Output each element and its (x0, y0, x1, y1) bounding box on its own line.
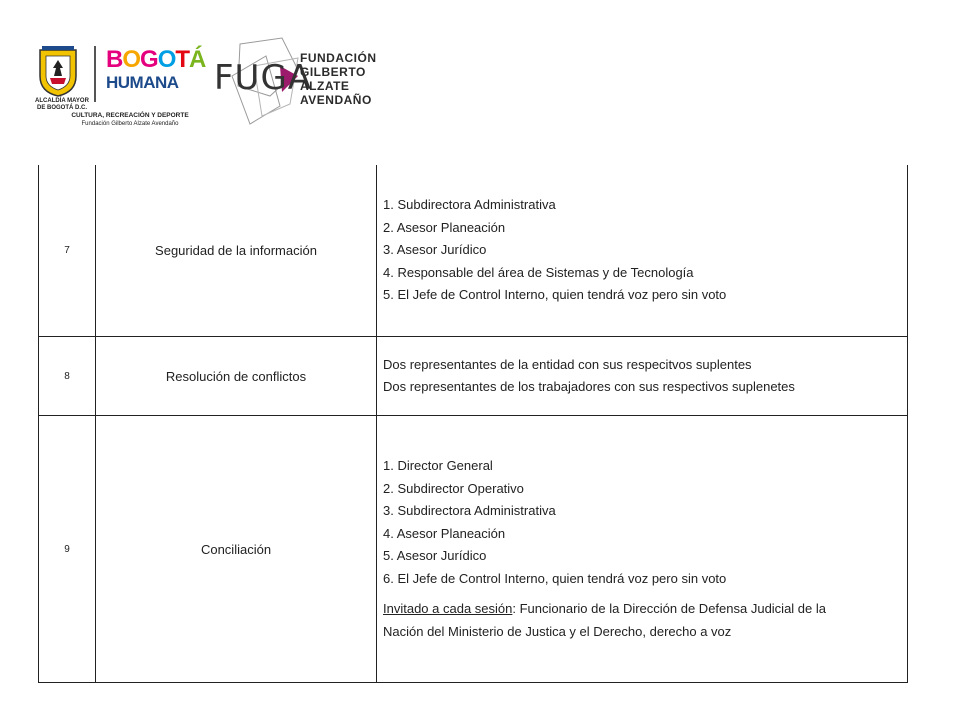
logo-divider (94, 46, 96, 102)
fuga-wordmark: FUGA (214, 58, 313, 98)
bogota-letter: Á (189, 46, 206, 73)
row-number: 7 (39, 165, 96, 337)
bogota-crest-icon (36, 46, 80, 98)
row-number: 8 (39, 337, 96, 416)
bogota-letter: O (157, 46, 176, 73)
invite-note (383, 598, 907, 643)
cultura-text: CULTURA, RECREACIÓN Y DEPORTE Fundación Gilberto Alzate Avendaño (71, 112, 189, 127)
committee-members (377, 337, 908, 416)
invite-text: : Funcionario de la Dirección de Defensa Judicial de la (512, 601, 826, 616)
bogota-letter: T (175, 46, 190, 73)
row-number: 9 (39, 416, 96, 683)
committee-name: Conciliación (96, 416, 377, 683)
bogota-letter: O (122, 46, 141, 73)
alcaldia-text: ALCALDÍA MAYOR DE BOGOTÁ D.C. (35, 98, 89, 111)
committee-members (377, 165, 908, 337)
invite-label: Invitado a cada sesión (383, 601, 513, 616)
humana-wordmark: HUMANA (106, 73, 179, 92)
member-item: 2. Asesor Planeación (383, 219, 506, 235)
member-item: Dos representantes de la entidad con sus respecitvos suplentes (383, 356, 752, 372)
member-item: 5. El Jefe de Control Interno, quien tendrá voz pero sin voto (383, 287, 727, 303)
committees-table (38, 165, 908, 683)
member-item: 3. Asesor Jurídico (383, 242, 487, 258)
table-row (39, 416, 908, 683)
committee-name: Resolución de conflictos (96, 337, 377, 416)
member-item: 1. Director General (383, 458, 493, 473)
bogota-letter: B (106, 46, 123, 73)
bogota-wordmark (106, 48, 205, 72)
member-item: 2. Subdirector Operativo (383, 480, 524, 496)
member-item: 3. Subdirectora Administrativa (383, 503, 556, 518)
member-item: 1. Subdirectora Administrativa (383, 197, 556, 213)
table-row (39, 165, 908, 337)
committee-members (377, 416, 908, 683)
member-item: 4. Asesor Planeación (383, 525, 506, 541)
member-item: 5. Asesor Jurídico (383, 548, 487, 563)
member-item: Dos representantes de los trabajadores con sus respectivos suplenetes (383, 379, 795, 394)
member-item: 4. Responsable del área de Sistemas y de Tecnología (383, 264, 694, 280)
bogota-letter: G (140, 46, 158, 73)
table-row (39, 337, 908, 416)
fundacion-name: FUNDACIÓN GILBERTO ALZATE AVENDAÑO (300, 51, 377, 107)
committee-name: Seguridad de la información (96, 165, 377, 337)
invite-text-continued: Nación del Ministerio de Justica y el Derecho, derecho a voz (383, 623, 732, 639)
header-logos (28, 36, 428, 126)
member-item: 6. El Jefe de Control Interno, quien tendrá voz pero sin voto (383, 570, 727, 586)
